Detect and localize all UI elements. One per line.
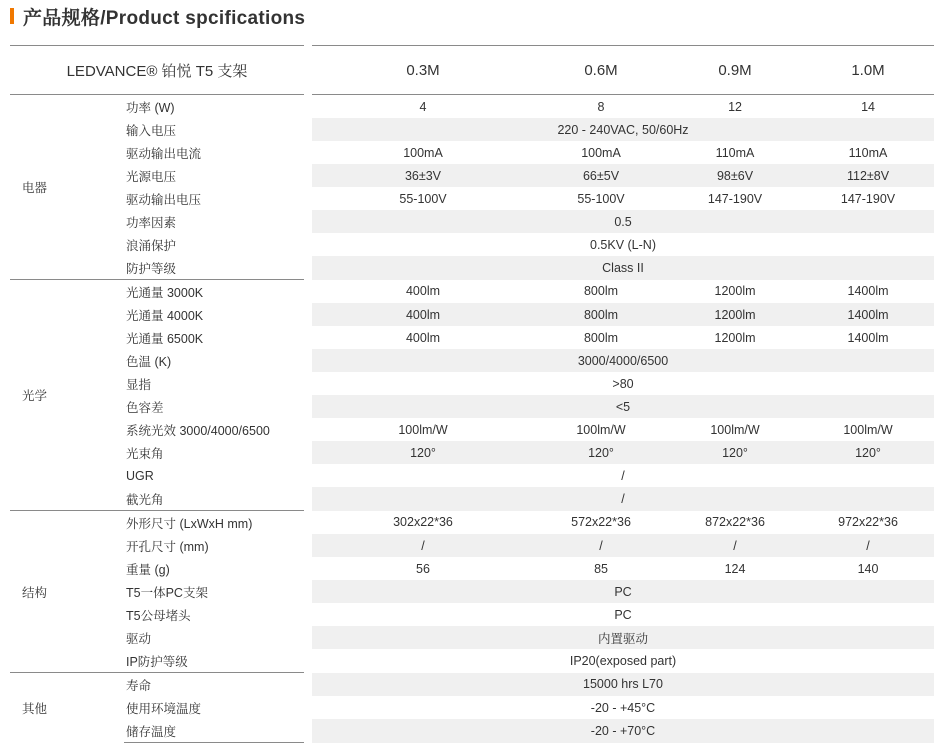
column-gap bbox=[304, 418, 312, 441]
value-cell: 124 bbox=[724, 561, 746, 576]
param-label: 光通量 6500K bbox=[126, 331, 204, 346]
param-label: T5一体PC支架 bbox=[126, 585, 208, 600]
page-title: 产品规格/Product spcifications bbox=[23, 7, 306, 29]
param-label: 使用环境温度 bbox=[126, 701, 202, 716]
table-row bbox=[10, 626, 934, 649]
brand-header: LEDVANCE® 铂悦 T5 支架 bbox=[10, 46, 304, 95]
category-label: 光学 bbox=[10, 280, 124, 511]
table-row bbox=[10, 464, 934, 487]
param-label: 截光角 bbox=[124, 487, 304, 511]
value-cell: 110mA bbox=[715, 145, 755, 160]
value-cell-merged: 220 - 240VAC, 50/60Hz bbox=[312, 118, 934, 141]
value-cell: 400lm bbox=[312, 303, 534, 326]
value-cell: 100mA bbox=[403, 145, 443, 160]
column-gap bbox=[304, 441, 312, 464]
value-cell: 800lm bbox=[583, 330, 619, 345]
value-cell: 302x22*36 bbox=[393, 515, 453, 530]
param-label: T5公母堵头 bbox=[126, 608, 191, 623]
column-gap bbox=[304, 164, 312, 187]
param-label: 重量 (g) bbox=[126, 562, 170, 577]
column-header-0-6m: 0.6M bbox=[534, 46, 668, 95]
value-cell: 1400lm bbox=[847, 330, 889, 345]
spec-table bbox=[10, 45, 934, 743]
param-label: 光源电压 bbox=[126, 169, 177, 184]
table-row bbox=[10, 418, 934, 441]
param-label: 光通量 4000K bbox=[126, 308, 204, 323]
column-gap bbox=[304, 303, 312, 326]
value-cell: 100lm/W bbox=[398, 422, 448, 437]
table-row bbox=[10, 649, 934, 673]
column-gap bbox=[304, 256, 312, 280]
column-gap bbox=[304, 233, 312, 256]
value-cell: 120° bbox=[802, 441, 934, 464]
value-cell: 400lm bbox=[405, 284, 441, 299]
value-cell-merged: / bbox=[621, 468, 625, 483]
value-cell: 100lm/W bbox=[710, 422, 760, 437]
column-gap bbox=[304, 557, 312, 580]
param-label: 寿命 bbox=[124, 673, 304, 697]
table-row bbox=[10, 673, 934, 697]
column-gap bbox=[304, 141, 312, 164]
column-gap bbox=[304, 580, 312, 603]
value-cell: 800lm bbox=[583, 284, 619, 299]
column-header-1-0m: 1.0M bbox=[802, 46, 934, 95]
value-cell: 1200lm bbox=[668, 303, 802, 326]
table-row bbox=[10, 280, 934, 304]
value-cell: 147-190V bbox=[707, 191, 763, 206]
value-cell: 572x22*36 bbox=[571, 515, 631, 530]
table-row bbox=[10, 118, 934, 141]
table-row bbox=[10, 719, 934, 743]
value-cell: 66±5V bbox=[534, 164, 668, 187]
column-gap bbox=[304, 118, 312, 141]
param-label: 驱动输出电压 bbox=[126, 192, 202, 207]
column-gap bbox=[304, 210, 312, 233]
value-cell-merged: PC bbox=[312, 580, 934, 603]
param-label: UGR bbox=[126, 468, 154, 483]
table-row bbox=[10, 487, 934, 511]
category-label: 结构 bbox=[10, 511, 124, 673]
param-label: 驱动输出电流 bbox=[126, 146, 202, 161]
column-header-0-3m: 0.3M bbox=[312, 46, 534, 95]
value-cell-merged: 3000/4000/6500 bbox=[312, 349, 934, 372]
value-cell: 100mA bbox=[581, 145, 621, 160]
param-label: IP防护等级 bbox=[124, 649, 304, 673]
table-row bbox=[10, 557, 934, 580]
column-gap bbox=[304, 372, 312, 395]
value-cell: 1400lm bbox=[802, 303, 934, 326]
value-cell: 85 bbox=[594, 561, 608, 576]
table-row bbox=[10, 349, 934, 372]
table-row bbox=[10, 580, 934, 603]
param-label: 系统光效 3000/4000/6500 bbox=[126, 423, 270, 438]
value-cell: 147-190V bbox=[840, 191, 896, 206]
value-cell: 1200lm bbox=[714, 284, 756, 299]
value-cell-merged: PC bbox=[614, 607, 632, 622]
value-cell-merged: IP20(exposed part) bbox=[569, 653, 677, 668]
category-label: 其他 bbox=[10, 673, 124, 743]
table-row bbox=[10, 233, 934, 256]
table-row bbox=[10, 372, 934, 395]
param-label: 色温 (K) bbox=[126, 354, 172, 369]
value-cell-merged: / bbox=[312, 487, 934, 511]
param-label: 功率因素 bbox=[126, 215, 177, 230]
column-gap bbox=[304, 280, 312, 304]
value-cell-merged: <5 bbox=[312, 395, 934, 418]
value-cell: 98±6V bbox=[668, 164, 802, 187]
column-gap bbox=[304, 464, 312, 487]
column-gap bbox=[304, 95, 312, 119]
column-gap bbox=[304, 326, 312, 349]
title-bar bbox=[10, 4, 305, 28]
column-gap bbox=[304, 696, 312, 719]
value-cell: 36±3V bbox=[312, 164, 534, 187]
value-cell: 56 bbox=[416, 561, 430, 576]
param-label: 功率 (W) bbox=[124, 95, 304, 119]
value-cell-merged: >80 bbox=[612, 376, 634, 391]
param-label: 开孔尺寸 (mm) bbox=[126, 539, 209, 554]
table-row bbox=[10, 696, 934, 719]
param-label: 驱动 bbox=[126, 631, 152, 646]
spec-body bbox=[10, 95, 934, 743]
param-label: 色容差 bbox=[126, 400, 164, 415]
value-cell: 12 bbox=[728, 99, 742, 114]
value-cell: / bbox=[534, 534, 668, 557]
column-gap bbox=[304, 511, 312, 535]
value-cell: 140 bbox=[857, 561, 879, 576]
value-cell: 4 bbox=[419, 99, 427, 114]
value-cell: 14 bbox=[861, 99, 875, 114]
column-gap bbox=[304, 719, 312, 743]
value-cell-merged: 0.5 bbox=[312, 210, 934, 233]
title-accent-bar bbox=[10, 8, 14, 24]
header-gap bbox=[304, 46, 312, 95]
value-cell: 872x22*36 bbox=[705, 515, 765, 530]
table-row bbox=[10, 164, 934, 187]
column-gap bbox=[304, 349, 312, 372]
value-cell-merged: 内置驱动 bbox=[312, 626, 934, 649]
value-cell: 112±8V bbox=[802, 164, 934, 187]
value-cell: 55-100V bbox=[399, 191, 447, 206]
param-label: 储存温度 bbox=[124, 719, 304, 743]
value-cell-merged: 0.5KV (L-N) bbox=[590, 237, 656, 252]
param-label: 外形尺寸 (LxWxH mm) bbox=[124, 511, 304, 535]
table-row bbox=[10, 210, 934, 233]
column-gap bbox=[304, 534, 312, 557]
table-row bbox=[10, 187, 934, 210]
value-cell-merged: Class II bbox=[312, 256, 934, 280]
table-row bbox=[10, 95, 934, 119]
column-gap bbox=[304, 395, 312, 418]
column-gap bbox=[304, 603, 312, 626]
column-gap bbox=[304, 187, 312, 210]
value-cell: 120° bbox=[668, 441, 802, 464]
table-row bbox=[10, 441, 934, 464]
value-cell: 55-100V bbox=[577, 191, 625, 206]
param-label: 浪涌保护 bbox=[126, 238, 177, 253]
table-row bbox=[10, 603, 934, 626]
value-cell: 800lm bbox=[534, 303, 668, 326]
table-row bbox=[10, 534, 934, 557]
value-cell-merged: 15000 hrs L70 bbox=[312, 673, 934, 697]
table-row bbox=[10, 395, 934, 418]
value-cell: / bbox=[312, 534, 534, 557]
value-cell: 110mA bbox=[848, 145, 888, 160]
param-label: 防护等级 bbox=[124, 256, 304, 280]
value-cell: / bbox=[668, 534, 802, 557]
value-cell: 100lm/W bbox=[576, 422, 626, 437]
category-label: 电器 bbox=[10, 95, 124, 280]
param-label: 光通量 3000K bbox=[124, 280, 304, 304]
table-row bbox=[10, 303, 934, 326]
table-row bbox=[10, 256, 934, 280]
value-cell: 120° bbox=[312, 441, 534, 464]
value-cell: 1400lm bbox=[847, 284, 889, 299]
value-cell: 972x22*36 bbox=[838, 515, 898, 530]
value-cell-merged: -20 - +70°C bbox=[312, 719, 934, 743]
column-header-0-9m: 0.9M bbox=[668, 46, 802, 95]
value-cell: 120° bbox=[534, 441, 668, 464]
value-cell: / bbox=[802, 534, 934, 557]
value-cell: 100lm/W bbox=[843, 422, 893, 437]
table-row bbox=[10, 141, 934, 164]
param-label: 光束角 bbox=[126, 446, 164, 461]
value-cell: 8 bbox=[597, 99, 605, 114]
column-gap bbox=[304, 673, 312, 697]
column-gap bbox=[304, 626, 312, 649]
table-row bbox=[10, 511, 934, 535]
value-cell: 400lm bbox=[405, 330, 441, 345]
header-row bbox=[10, 46, 934, 95]
column-gap bbox=[304, 487, 312, 511]
value-cell: 1200lm bbox=[714, 330, 756, 345]
param-label: 显指 bbox=[126, 377, 152, 392]
value-cell-merged: -20 - +45°C bbox=[590, 700, 656, 715]
table-row bbox=[10, 326, 934, 349]
param-label: 输入电压 bbox=[126, 123, 177, 138]
column-gap bbox=[304, 649, 312, 673]
